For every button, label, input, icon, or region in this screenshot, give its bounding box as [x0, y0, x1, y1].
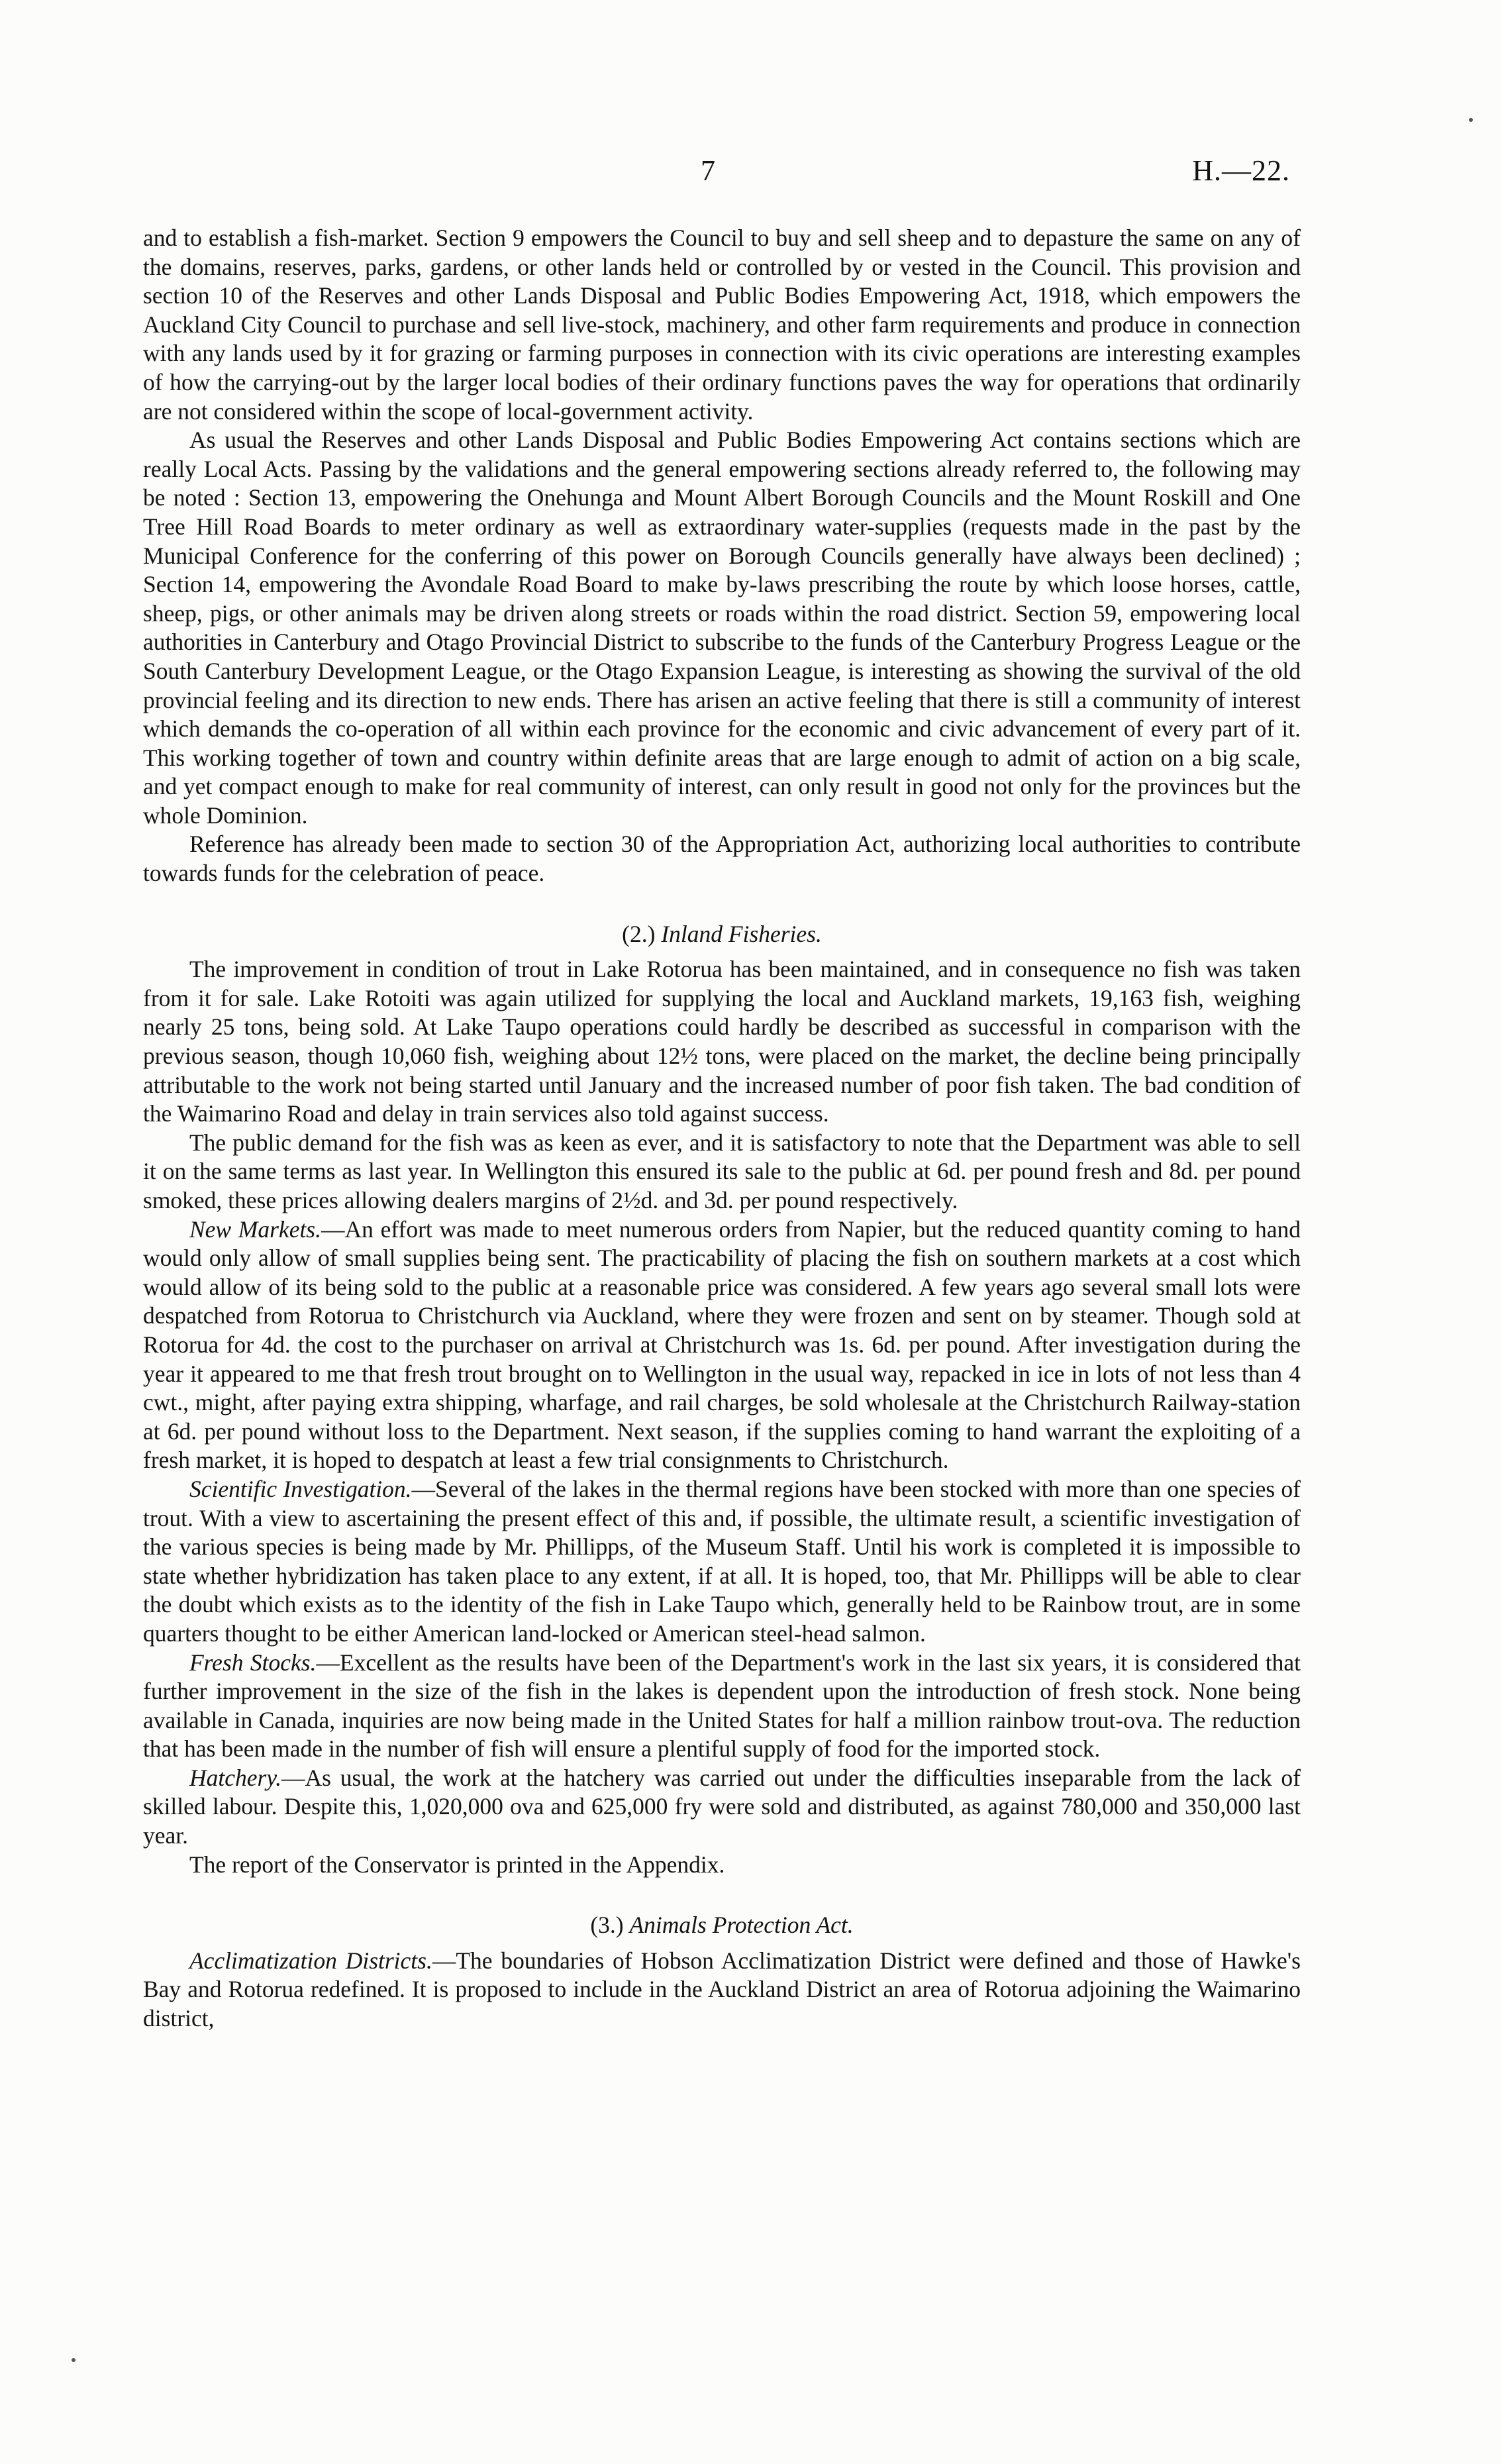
paragraph: The report of the Conservator is printed in the Appendix. [189, 1851, 725, 1878]
section-heading-inland-fisheries [143, 920, 1301, 949]
paragraph-acclimatization-districts [143, 1947, 1301, 2033]
run-in-heading: Acclimatization Districts. [189, 1947, 432, 1974]
paragraph-text: —An effort was made to meet numerous orders from Napier, but the reduced quantity coming to hand would only allow of small supplies being sent. The practicability of placing the fish on southern markets at a cost which would allow of its being sold to the public at a reasonable price was considered. A few years ago several small lots were despatched from Rotorua to Christchurch via Auckland, where they were frozen and sent on by steamer. Though sold at Rotorua for 4d. the cost to the purchaser on arrival at Christchurch was 1s. 6d. per pound. After investigation during the year it appeared to me that fresh trout brought on to Wellington in the usual way, repacked in ice in lots of not less than 4 cwt., might, after paying extra shipping, wharfage, and rail charges, be sold wholesale at the Christchurch Railway-station at 6d. per pound without loss to the Department. Next season, if the supplies coming to hand warrant the exploiting of a fresh market, it is hoped to despatch at least a few trial consignments to Christchurch. [143, 1215, 1301, 1474]
paragraph-text: —The boundaries of Hobson Acclimatization District were defined and those of Hawke's Bay and Rotorua redefined. It is proposed to include in the Auckland District an area of Rotorua adjoining the Waimarino district, [143, 1947, 1301, 2032]
run-in-heading: Scientific Investigation. [189, 1475, 412, 1502]
paragraph-new-markets [143, 1215, 1301, 1475]
section-title: Animals Protection Act. [629, 1912, 854, 1939]
paragraph: The improvement in condition of trout in Lake Rotorua has been maintained, and in consequence no fish was taken from it for sale. Lake Rotoiti was again utilized for supplying the local and Auckland markets, 19,163 fish, weighing nearly 25 tons, being sold. At Lake Taupo operations could hardly be described as successful in comparison with the previous season, though 10,060 fish, weighing about 12½ tons, were placed on the market, the decline being principally attributable to the work not being started until January and the increased number of poor fish taken. The bad condition of the Waimarino Road and delay in train services also told against success. [143, 956, 1301, 1127]
page-header [0, 154, 1502, 193]
scan-speck [1469, 118, 1473, 122]
paragraph: The public demand for the fish was as keen as ever, and it is satisfactory to note that the Department was able to sell it on the same terms as last year. In Wellington this ensured its sale to the public at 6d. per pound fresh and 8d. per pound smoked, these prices allowing dealers margins of 2½d. and 3d. per pound respectively. [143, 1129, 1301, 1213]
paragraph: As usual the Reserves and other Lands Disposal and Public Bodies Empowering Act contains sections which are really Local Acts. Passing by the validations and the general empowering sections already referred to, the following may be noted : Section 13, empowering the Onehunga and Mount Albert Borough Councils and the Mount Roskill and One Tree Hill Road Boards to meter ordinary as well as extraordinary water-supplies (requests made in the past by the Municipal Conference for the conferring of this power on Borough Councils generally have always been declined) ; Section 14, empowering the Avondale Road Board to make by-laws prescribing the route by which loose horses, cattle, sheep, pigs, or other animals may be driven along streets or roads within the road district. Section 59, empowering local authorities in Canterbury and Otago Provincial District to subscribe to the funds of the Canterbury Progress League or the South Canterbury Development League, or the Otago Expansion League, is interesting as showing the survival of the old provincial feeling and its direction to new ends. There has arisen an active feeling that there is still a community of interest which demands the co-operation of all within each province for the economic and civic advancement of every part of it. This working together of town and country within definite areas that are large enough to admit of action on a big scale, and yet compact enough to make for real community of interest, can only result in good not only for the provinces but the whole Dominion. [143, 427, 1301, 829]
run-in-heading: Fresh Stocks. [189, 1649, 317, 1676]
paragraph-fresh-stocks [143, 1649, 1301, 1764]
document-body [143, 224, 1301, 2033]
paragraph-hatchery [143, 1764, 1301, 1851]
paragraph-text: —As usual, the work at the hatchery was carried out under the difficulties inseparable from the lack of skilled labour. Despite this, 1,020,000 ova and 625,000 fry were sold and distributed, as against 780,000 and 350,000 last year. [143, 1764, 1301, 1849]
section-number: (2.) [622, 920, 656, 947]
paragraph-scientific-investigation [143, 1475, 1301, 1649]
section-number: (3.) [590, 1912, 624, 1939]
section-heading-animals-protection [143, 1911, 1301, 1940]
page-number: 7 [701, 154, 715, 187]
paragraph-text: —Several of the lakes in the thermal regions have been stocked with more than one species of trout. With a view to ascertaining the present effect of this and, if possible, the ultimate result, a scientific investigation of the various species is being made by Mr. Phillipps, of the Museum Staff. Until his work is completed it is impossible to state whether hybridization has taken place to any extent, if at all. It is hoped, too, that Mr. Phillipps will be able to clear the doubt which exists as to the identity of the fish in Lake Taupo which, generally held to be Rainbow trout, are in some quarters thought to be either American land-locked or American steel-head salmon. [143, 1475, 1301, 1647]
run-in-heading: New Markets. [189, 1215, 321, 1243]
paragraph: Reference has already been made to section 30 of the Appropriation Act, authorizing local authorities to contribute towards funds for the celebration of peace. [143, 831, 1301, 887]
scan-speck [72, 2358, 75, 2362]
paragraph: and to establish a fish-market. Section 9 empowers the Council to buy and sell sheep and to depasture the same on any of the domains, reserves, parks, gardens, or other lands held or controlled by or vested in the Council. This provision and section 10 of the Reserves and other Lands Disposal and Public Bodies Empowering Act, 1918, which empowers the Auckland City Council to purchase and sell live-stock, machinery, and other farm requirements and produce in connection with any lands used by it for grazing or farming purposes in connection with its civic operations are interesting examples of how the carrying-out by the larger local bodies of their ordinary functions paves the way for operations that ordinarily are not considered within the scope of local-government activity. [143, 225, 1301, 425]
paragraph-text: —Excellent as the results have been of the Department's work in the last six years, it is considered that further improvement in the size of the fish in the lakes is dependent upon the introduction of fresh stock. None being available in Canada, inquiries are now being made in the United States for half a million rainbow trout-ova. The reduction that has been made in the number of fish will ensure a plentiful supply of food for the imported stock. [143, 1649, 1301, 1763]
section-title: Inland Fisheries. [661, 920, 822, 947]
document-reference: H.—22. [1192, 154, 1290, 187]
run-in-heading: Hatchery. [189, 1764, 282, 1791]
